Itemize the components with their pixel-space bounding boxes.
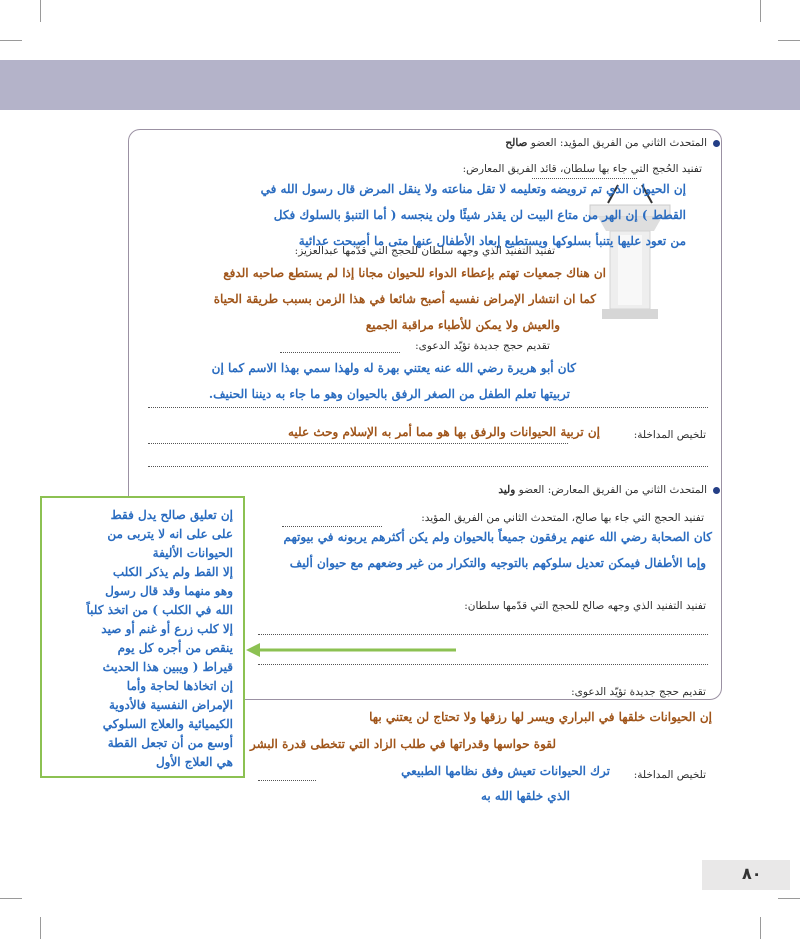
answer-line <box>532 178 637 179</box>
answer-text: كان الصحابة رضي الله عنهم يرفقون جميعاً بالحيوان ولم يكن أكثرهم يربونه في بيوتهم <box>283 530 712 544</box>
crop-mark <box>778 40 800 41</box>
section1-heading: المتحدث الثاني من الفريق المؤيد: العضو صالح <box>505 137 720 149</box>
note-line: الحيوانات الأليفة <box>152 546 233 560</box>
note-line: إن اتخاذها لحاجة وأما <box>126 679 233 693</box>
crop-mark <box>778 898 800 899</box>
summary-answer: إن تربية الحيوانات والرفق بها هو مما أمر به الإسلام وحث عليه <box>287 425 600 439</box>
answer-text: كما ان انتشار الإمراض نفسيه أصبح شائعا في هذا الزمن بسبب طريقة الحياة <box>213 292 596 306</box>
note-line: قيراط ( ويبين هذا الحديث <box>102 660 233 674</box>
page-number: ٨٠ <box>742 864 762 883</box>
summary-answer: الذي خلقها الله به <box>480 789 570 803</box>
answer-line <box>148 407 708 408</box>
answer-text: لقوة حواسها وقدراتها في طلب الزاد التي تتخطى قدرة البشر <box>249 737 556 751</box>
note-line: إلا القط ولم يذكر الكلب <box>112 565 233 579</box>
answer-line <box>148 466 708 467</box>
crop-mark <box>760 917 761 939</box>
answer-text: القطط ) إن الهر من متاع البيت لن يقذر شيئًا ولن ينجسه ( أما التنبؤ بالسلوك فكل <box>273 208 686 222</box>
new-args-label: تقديم حجج جديدة تؤيّد الدعوى: <box>415 340 550 352</box>
note-line: هي العلاج الأول <box>155 755 233 769</box>
header-banner <box>0 60 800 110</box>
crop-mark <box>0 898 22 899</box>
side-note-box <box>40 496 245 778</box>
section2-heading: المتحدث الثاني من الفريق المعارض: العضو وليد <box>498 484 720 496</box>
answer-text: كان أبو هريرة رضي الله عنه يعتني بهرة له ولهذا سمي بهذا الاسم كما إن <box>211 361 576 375</box>
note-line: إن تعليق صالح يدل فقط <box>110 508 233 522</box>
rebut-saleh-args-label: تفنيد الحجج التي جاء بها صالح، المتحدث الثاني من الفريق المؤيد: <box>421 512 704 524</box>
new-args-label: تقديم حجج جديدة تؤيّد الدعوى: <box>571 686 706 698</box>
note-line: إلا كلب زرع أو غنم أو صيد <box>101 622 233 636</box>
answer-text: تربيتها تعلم الطفل من الصغر الرفق بالحيوان وهو ما جاء به ديننا الحنيف. <box>208 387 570 401</box>
answer-text: إن الحيوانات خلقها في البراري ويسر لها رزقها ولا تحتاج لن يعتني بها <box>369 710 712 724</box>
note-line: ينقص من أجره كل يوم <box>117 641 233 655</box>
rebut-abdulaziz-label: تفنيد التفنيد الذي وجهه سلطان للحجج التي قدّمها عبدالعزيز: <box>294 245 555 257</box>
answer-line <box>258 664 708 665</box>
note-line: أوسع من أن تجعل القطة <box>107 736 233 750</box>
note-line: على على انه لا يتربى من <box>107 527 233 541</box>
note-line: الكيميائية والعلاج السلوكي <box>102 717 233 731</box>
summary-label: تلخيص المداخلة: <box>633 769 706 781</box>
answer-line <box>282 526 382 527</box>
crop-mark <box>760 0 761 22</box>
answer-text: من تعود عليها يتنبأ بسلوكها ويستطيع إبعاد الأطفال عنها متى ما أصبحت عدائية <box>298 234 686 248</box>
bullet-icon <box>713 487 720 494</box>
rebut-saleh-label: تفنيد التفنيد الذي وجهه صالح للحجج التي قدّمها سلطان: <box>464 600 706 612</box>
answer-line <box>280 352 400 353</box>
answer-text: ان هناك جمعيات تهتم بإعطاء الدواء للحيوان مجانا إذا لم يستطع صاحبه الدفع <box>223 266 606 280</box>
answer-text: والعيش ولا يمكن للأطباء مراقبة الجميع <box>365 318 560 332</box>
rebut-leader-label: تفنيد الحُجج التي جاء بها سلطان، قائد الفريق المعارض: <box>462 163 702 175</box>
crop-mark <box>40 917 41 939</box>
summary-label: تلخيص المداخلة: <box>633 429 706 441</box>
answer-text: وإما الأطفال فيمكن تعديل سلوكهم بالتوجيه والتكرار من غير وضعهم مع حيوان أليف <box>289 556 706 570</box>
note-line: الله في الكلب ) من اتخذ كلباً <box>86 603 233 617</box>
answer-text: إن الحيوان الذي تم ترويضه وتعليمه لا تقل مناعته ولا ينقل المرض قال رسول الله في <box>260 182 686 196</box>
note-line: وهو منهما وقد قال رسول <box>105 584 233 598</box>
answer-line <box>148 443 568 444</box>
note-line: الإمراض النفسية فالأدوية <box>108 698 233 712</box>
answer-line <box>258 634 708 635</box>
arrow-left-icon <box>244 640 458 660</box>
answer-line <box>258 780 316 781</box>
bullet-icon <box>713 140 720 147</box>
crop-mark <box>40 0 41 22</box>
crop-mark <box>0 40 22 41</box>
summary-answer: ترك الحيوانات تعيش وفق نظامها الطبيعي <box>401 764 610 778</box>
